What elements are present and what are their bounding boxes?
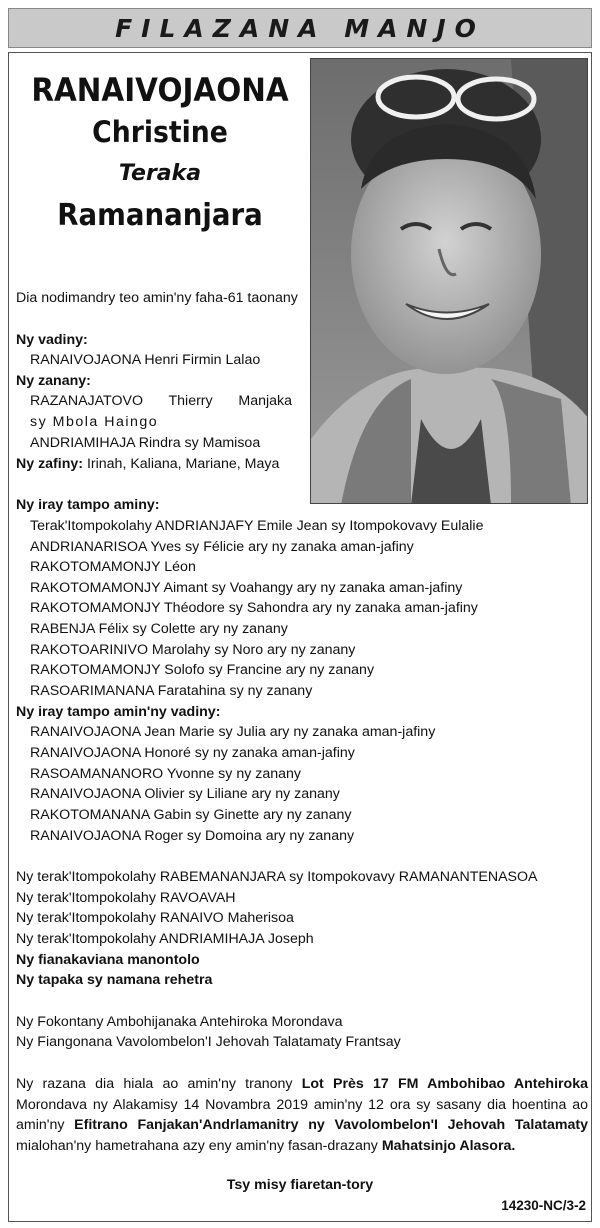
iray-tampo-item: RAKOTOMAMONJY Théodore sy Sahondra ary ny zanaka aman-jafiny bbox=[30, 600, 478, 616]
funeral-paragraph bbox=[16, 1074, 588, 1156]
banner-title: FILAZANA MANJO bbox=[115, 13, 485, 43]
page-banner bbox=[8, 8, 592, 48]
tapaka-line: Ny tapaka sy namana rehetra bbox=[16, 972, 213, 988]
iray-tampo-vadiny-item: RANAIVOJAONA Olivier sy Liliane ary ny zanany bbox=[30, 786, 340, 802]
zanany-line-1: RAZANAJATOVO Thierry Manjaka bbox=[30, 393, 292, 409]
funeral-burial-place: Mahatsinjo Alasora. bbox=[381, 1137, 516, 1154]
teraka-label: Teraka bbox=[118, 161, 202, 186]
community-line: Ny Fiangonana Vavolombelon'I Jehovah Talatamaty Frantsay bbox=[16, 1034, 401, 1050]
funeral-text: mialohan'ny hametrahana azy eny amin'ny fasan-drazany bbox=[16, 1137, 382, 1154]
closing-note: Tsy misy fiaretan-tory bbox=[226, 1177, 374, 1193]
deceased-surname: RANAIVOJAONA bbox=[31, 71, 289, 109]
reference-code: 14230-NC/3-2 bbox=[501, 1198, 586, 1213]
funeral-address: Lot Près 17 FM Ambohibao Antehiroka bbox=[301, 1076, 588, 1092]
iray-tampo-item: RAKOTOMAMONJY Aimant sy Voahangy ary ny zanaka aman-jafiny bbox=[30, 580, 463, 596]
iray-tampo-item: ANDRIANARISOA Yves sy Félicie ary ny zanaka aman-jafiny bbox=[30, 539, 414, 555]
zanany-label: Ny zanany: bbox=[16, 373, 91, 389]
iray-tampo-label: Ny iray tampo aminy: bbox=[16, 497, 160, 513]
iray-tampo-item: RAKOTOARINIVO Marolahy sy Noro ary ny zanany bbox=[30, 642, 356, 658]
iray-tampo-item: RAKOTOMAMONJY Léon bbox=[30, 559, 196, 575]
portrait-photo bbox=[310, 58, 588, 504]
iray-tampo-item: RASOARIMANANA Faratahina sy ny zanany bbox=[30, 683, 313, 699]
relative-line: Ny terak'Itompokolahy RAVOAVAH bbox=[16, 890, 236, 906]
zafiny-value: Irinah, Kaliana, Mariane, Maya bbox=[83, 456, 280, 472]
vadiny-value: RANAIVOJAONA Henri Firmin Lalao bbox=[30, 352, 261, 368]
relative-line: Ny terak'Itompokolahy RANAIVO Maherisoa bbox=[16, 910, 294, 926]
deceased-first-name: Christine bbox=[92, 115, 228, 149]
iray-tampo-vadiny-item: RAKOTOMANANA Gabin sy Ginette ary ny zanany bbox=[30, 807, 352, 823]
iray-tampo-item: RABENJA Félix sy Colette ary ny zanany bbox=[30, 621, 288, 637]
iray-tampo-vadiny-item: RANAIVOJAONA Roger sy Domoina ary ny zanany bbox=[30, 828, 355, 844]
iray-tampo-vadiny-item: RASOAMANANORO Yvonne sy ny zanany bbox=[30, 766, 301, 782]
zanany-line-2: sy Mbola Haingo bbox=[30, 414, 159, 430]
funeral-venue: Efitrano Fanjakan'Andrlamanitry ny Vavolombelon'I Jehovah Talatamaty bbox=[74, 1117, 588, 1134]
zafiny-line bbox=[16, 454, 279, 475]
iray-tampo-item: RAKOTOMAMONJY Solofo sy Francine ary ny zanany bbox=[30, 662, 375, 678]
zanany-line-3: ANDRIAMIHAJA Rindra sy Mamisoa bbox=[30, 435, 261, 451]
vadiny-label: Ny vadiny: bbox=[16, 332, 88, 348]
zafiny-label: Ny zafiny: bbox=[16, 456, 84, 472]
deceased-names bbox=[12, 70, 308, 238]
community-line: Ny Fokontany Ambohijanaka Antehiroka Morondava bbox=[16, 1014, 343, 1030]
fianakaviana-line: Ny fianakaviana manontolo bbox=[16, 952, 200, 968]
funeral-text: Ny razana dia hiala ao amin'ny tranony bbox=[16, 1076, 302, 1092]
relative-line: Ny terak'Itompokolahy RABEMANANJARA sy Itompokovavy RAMANANTENASOA bbox=[16, 869, 538, 885]
funeral-text: Morondava ny Alakamisy 14 Novambra 2019 amin'ny 12 ora sy sasany dia hoentina ao amin'ny bbox=[16, 1096, 588, 1134]
iray-tampo-vadiny-item: RANAIVOJAONA Jean Marie sy Julia ary ny zanaka aman-jafiny bbox=[30, 724, 436, 740]
iray-tampo-item: Terak'Itompokolahy ANDRIANJAFY Emile Jean sy Itompokovavy Eulalie bbox=[30, 518, 484, 534]
intro-text: Dia nodimandry teo amin'ny faha-61 taonany bbox=[16, 290, 298, 306]
iray-tampo-vadiny-label: Ny iray tampo amin'ny vadiny: bbox=[16, 704, 221, 720]
iray-tampo-vadiny-item: RANAIVOJAONA Honoré sy ny zanaka aman-jafiny bbox=[30, 745, 355, 761]
relative-line: Ny terak'Itompokolahy ANDRIAMIHAJA Joseph bbox=[16, 931, 314, 947]
maiden-name: Ramananjara bbox=[57, 198, 263, 233]
